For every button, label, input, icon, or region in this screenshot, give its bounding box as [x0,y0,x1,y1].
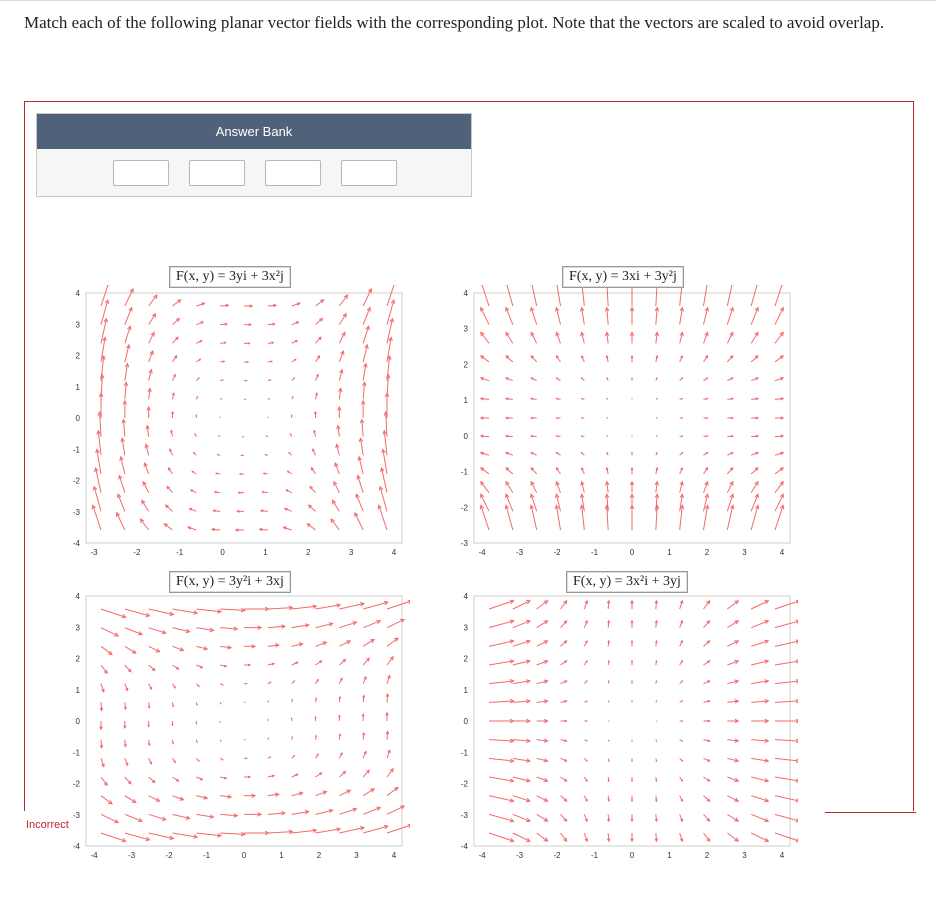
y-tick-label: 3 [75,320,80,330]
vector-arrow [196,721,197,724]
vector-plot-bottom-right [448,588,798,868]
y-tick-label: -1 [72,748,80,758]
top-divider [0,0,936,1]
y-tick-label: 2 [463,654,468,664]
x-tick-label: 1 [263,548,268,557]
y-tick-label: -2 [460,779,468,789]
vector-arrow [268,738,269,739]
x-tick-label: 0 [220,548,225,557]
formula-text: F(x, y) = 3x²i + 3yj [573,574,681,589]
formula-text: F(x, y) = 3yi + 3x²j [176,269,284,284]
vector-arrow [268,701,269,702]
vector-arrow [656,701,657,702]
vector-arrow [631,661,632,665]
x-tick-label: 2 [704,548,710,557]
vector-arrow [240,473,244,474]
answer-bank-title: Answer Bank [37,114,471,149]
vector-arrow [607,436,608,437]
x-tick-label: -4 [478,548,486,557]
vector-arrow [632,453,633,456]
x-tick-label: -3 [127,851,136,860]
x-tick-label: -1 [590,548,599,557]
plot-svg [60,285,410,565]
formula-text: F(x, y) = 3xi + 3y²j [569,269,677,284]
question-text: Match each of the following planar vector fields with the corresponding plot. Note that the vectors are scaled to avoid overlap. [24,13,885,32]
y-tick-label: -3 [72,810,80,820]
x-tick-label: 0 [629,851,635,860]
y-tick-label: 2 [75,654,80,664]
y-tick-label: 3 [75,623,80,633]
x-tick-label: -1 [176,548,184,557]
vector-arrow [315,717,316,721]
y-tick-label: -3 [460,539,468,548]
formula-text: F(x, y) = 3y²i + 3xj [176,574,284,589]
x-tick-label: -1 [590,851,599,860]
x-tick-label: -2 [165,851,173,860]
vector-arrow [632,378,633,381]
vector-arrow [631,777,632,781]
answer-bank-slot-1[interactable] [113,160,169,186]
x-tick-label: -2 [553,851,561,860]
x-tick-label: 4 [391,548,397,557]
y-tick-label: -4 [460,842,468,851]
answer-bank-slot-3[interactable] [265,160,321,186]
y-tick-label: -2 [72,779,80,789]
y-tick-label: -3 [72,507,80,517]
x-tick-label: -4 [478,851,486,860]
y-tick-label: 2 [75,351,80,361]
vector-arrow [656,399,657,400]
y-tick-label: 4 [463,592,468,601]
vector-arrow [172,721,173,725]
y-tick-label: 4 [75,592,80,601]
x-tick-label: -2 [133,548,141,557]
y-tick-label: -4 [72,539,80,548]
x-tick-label: 3 [348,548,354,557]
vector-arrow [266,436,267,437]
vector-arrow [584,721,587,722]
vector-arrow [632,758,633,761]
vector-arrow [704,417,708,418]
vector-arrow [196,415,197,418]
x-tick-label: 3 [742,548,747,557]
y-tick-label: 3 [463,623,468,633]
x-tick-label: -2 [553,548,561,557]
x-tick-label: 1 [667,548,672,557]
x-tick-label: 4 [779,548,785,557]
y-tick-label: -2 [460,503,468,513]
x-tick-label: 1 [667,851,672,860]
vector-arrow [219,436,220,437]
x-tick-label: 0 [241,851,247,860]
plot-axes-box [86,293,402,543]
x-tick-label: 4 [779,851,785,860]
vector-arrow [268,399,269,400]
x-tick-label: -3 [515,851,524,860]
vector-arrow [582,418,585,419]
vector-arrow [607,399,608,400]
x-tick-label: 2 [306,548,311,557]
vector-arrow [680,721,683,722]
vector-arrow [291,415,292,418]
y-tick-label: 4 [75,289,80,298]
formula-label-bottom-right[interactable] [566,571,688,593]
answer-bank [36,113,472,197]
vector-arrow [608,701,609,702]
vector-arrow [632,681,633,684]
x-tick-label: 2 [704,851,710,860]
vector-arrow [656,740,657,741]
answer-bank-slot-2[interactable] [189,160,245,186]
status-incorrect: Incorrect [26,819,69,831]
vector-arrow [220,399,221,400]
x-tick-label: -3 [90,548,98,557]
x-tick-label: -3 [515,548,524,557]
y-tick-label: 1 [75,685,80,695]
x-tick-label: 2 [316,851,322,860]
vector-arrow [220,702,221,703]
y-tick-label: 0 [463,431,468,441]
vector-plot-top-left [60,285,410,565]
y-tick-label: 1 [463,396,468,406]
y-tick-label: 0 [75,717,80,726]
formula-label-top-right[interactable] [562,266,684,288]
y-tick-label: 2 [463,360,468,370]
vector-plot-top-right [448,285,798,565]
y-tick-label: -1 [460,467,468,477]
plot-svg [448,285,798,565]
plot-svg [60,588,410,868]
x-tick-label: 4 [391,851,397,860]
vector-arrow [244,758,247,759]
x-tick-label: 3 [354,851,359,860]
x-tick-label: 3 [742,851,747,860]
y-tick-label: 1 [75,382,80,392]
vector-arrow [680,418,683,419]
y-tick-label: 3 [463,324,468,334]
vector-arrow [556,417,560,418]
x-tick-label: 1 [279,851,284,860]
y-tick-label: -1 [460,748,468,758]
vector-arrow [220,740,221,741]
y-tick-label: 4 [463,289,468,298]
vector-plot-bottom-left [60,588,410,868]
vector-arrow [608,740,609,741]
vector-arrow [656,436,657,437]
vector-arrow [244,683,247,684]
y-tick-label: -4 [72,842,80,851]
y-tick-label: -1 [72,445,80,455]
formula-label-bottom-left[interactable] [169,571,291,593]
x-tick-label: -4 [90,851,98,860]
plot-svg [448,588,798,868]
vector-arrow [244,361,248,362]
answer-bank-slot-4[interactable] [341,160,397,186]
vector-arrow [241,455,244,456]
y-tick-label: -3 [460,810,468,820]
y-tick-label: 0 [75,414,80,423]
answer-frame-bottom-edge [825,812,916,813]
vector-arrow [244,380,247,381]
y-tick-label: 1 [463,685,468,695]
y-tick-label: 0 [463,717,468,726]
x-tick-label: -1 [202,851,211,860]
vector-arrow [291,718,292,721]
y-tick-label: -2 [72,476,80,486]
x-tick-label: 0 [629,548,635,557]
formula-label-top-left[interactable] [169,266,291,288]
